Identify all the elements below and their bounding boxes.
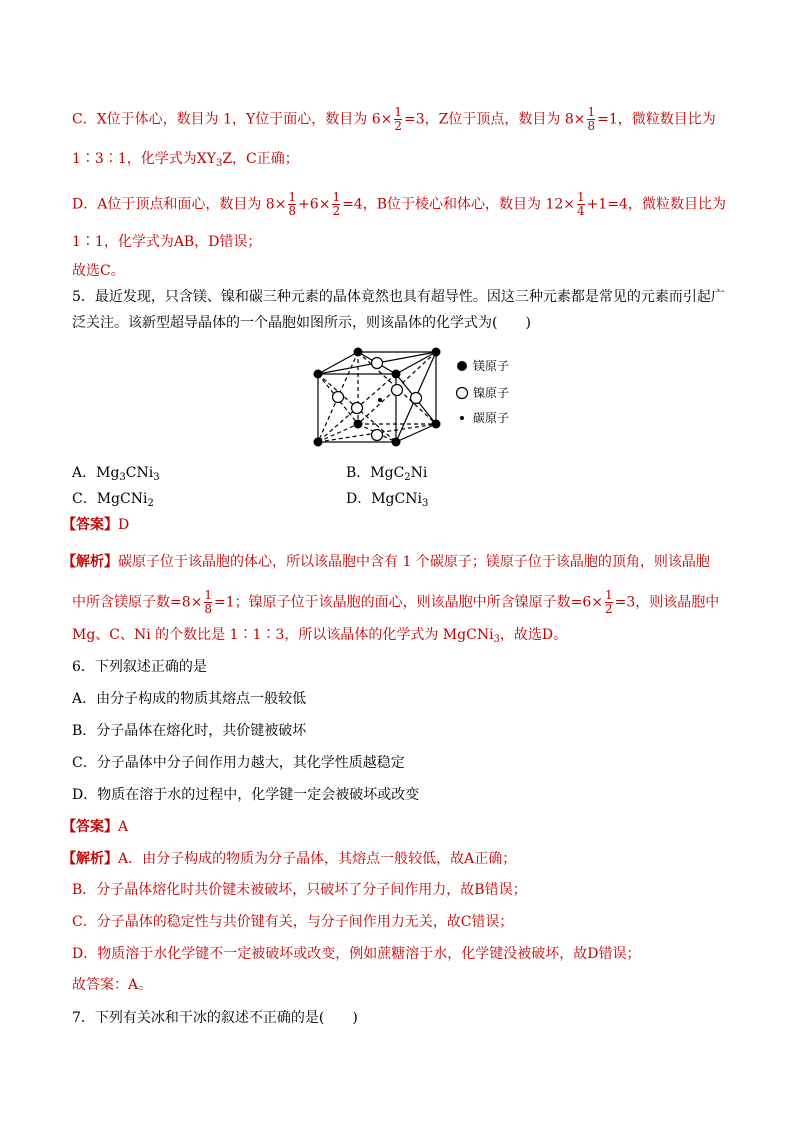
- numerator: 1: [577, 190, 585, 204]
- text: D．A位于顶点和面心，数目为: [72, 196, 262, 213]
- answer-value: D: [118, 517, 130, 533]
- q5-analysis-line3: [72, 625, 567, 650]
- ni-atom: [411, 393, 422, 404]
- mg-atom: [314, 438, 323, 447]
- q5-stem-line2: 泛关注。该新型超导晶体的一个晶胞如图所示，则该晶体的化学式为( ): [72, 315, 531, 331]
- text: =1；镍原子位于该晶胞的面心，则该晶胞中所含镍原子数=6×: [214, 594, 604, 611]
- text: 1∶3∶1，化学式为XY: [72, 151, 216, 167]
- text: B．MgC: [346, 465, 405, 481]
- numerator: 1: [394, 105, 403, 119]
- math: =3，Z位于顶点，数目为: [404, 111, 561, 128]
- text: D．MgCNi: [346, 491, 422, 507]
- text: C．MgCNi: [72, 491, 148, 507]
- ni-atom: [392, 385, 403, 396]
- q6-analysis-line2: B．分子晶体熔化时共价键未被破坏，只破坏了分子间作用力，故B错误；: [72, 882, 527, 898]
- ni-atom: [352, 403, 363, 414]
- legend-mg-icon: [457, 361, 467, 371]
- denominator: 2: [605, 602, 613, 616]
- q6-answer: [62, 817, 128, 837]
- math: 6×: [371, 111, 393, 128]
- q5-option-d: [346, 489, 428, 514]
- q6-option-c: C．分子晶体中分子间作用力越大，其化学性质越稳定: [72, 755, 405, 771]
- text: =3，则该晶胞中: [614, 594, 720, 611]
- q6-stem: 6．下列叙述正确的是: [72, 659, 207, 675]
- q6-option-a: A．由分子构成的物质其熔点一般较低: [72, 691, 307, 707]
- mg-atom: [354, 420, 363, 429]
- legend-c-label: 碳原子: [473, 411, 510, 425]
- denominator: 4: [577, 204, 585, 218]
- text: Ni: [410, 465, 428, 481]
- denominator: 8: [587, 119, 596, 133]
- q5-stem-line1: 5．最近发现，只含镁、镍和碳三种元素的晶体竟然也具有超导性。因这三种元素都是常见的元素而引起广: [72, 289, 725, 305]
- text: 个碳原子；镁原子位于该晶胞的顶角，则该晶胞: [415, 554, 710, 570]
- fraction-one-eighth: [204, 589, 212, 616]
- text: 中所含镁原子数=8×: [72, 594, 203, 611]
- mg-atom: [392, 438, 401, 447]
- numerator: 1: [587, 105, 596, 119]
- legend-ni-icon: [457, 388, 468, 399]
- text: A．由分子构成的物质为分子晶体，其熔点一般较低，故A正确；: [118, 851, 517, 867]
- solution-line-d1: [72, 191, 726, 218]
- solution-conclusion: 故选C。: [72, 263, 125, 279]
- subscript: 2: [404, 472, 411, 483]
- denominator: 8: [288, 204, 297, 218]
- q5-option-b: [346, 463, 427, 488]
- subscript: 3: [215, 158, 223, 169]
- numerator: 1: [605, 588, 613, 602]
- text: C．X位于体心，数目为 1，Y位于面心，数目为: [72, 111, 368, 128]
- fraction-one-eighth: [587, 106, 595, 133]
- math: +1=4，微粒数目比为: [586, 196, 726, 213]
- q5-analysis-line2: [72, 589, 719, 616]
- math: 8×: [564, 111, 586, 128]
- analysis-tag: 【解析】: [62, 851, 118, 867]
- mg-atom: [432, 420, 441, 429]
- subscript: 3: [493, 634, 500, 645]
- denominator: 2: [394, 119, 403, 133]
- ni-atom: [372, 358, 383, 369]
- q6-option-d: D．物质在溶于水的过程中，化学键一定会被破坏或改变: [72, 787, 420, 803]
- solution-line-d2: [72, 232, 261, 252]
- fraction-one-half: [332, 191, 340, 218]
- q6-analysis-line1: [62, 849, 516, 869]
- mg-atom: [314, 370, 323, 379]
- numerator: 1: [288, 190, 297, 204]
- denominator: 8: [204, 602, 213, 616]
- text: =1，微粒数目比为: [597, 111, 716, 128]
- answer-tag: 【答案】: [62, 517, 118, 533]
- fraction-one-half: [394, 106, 402, 133]
- q6-option-b: B．分子晶体在熔化时，共价键被破坏: [72, 723, 307, 739]
- text: ，故选D。: [499, 627, 568, 643]
- ni-atom: [372, 430, 383, 441]
- fraction-one-quarter: [577, 191, 585, 218]
- q5-option-a: [72, 463, 160, 488]
- solution-line-c1: [72, 106, 716, 133]
- legend-mg-label: 镁原子: [473, 359, 510, 373]
- q5-option-c: [72, 489, 154, 514]
- legend-ni-label: 镍原子: [473, 386, 510, 400]
- crystal-cell-diagram: [300, 340, 540, 460]
- math: 12×: [545, 196, 576, 213]
- math: +6×: [298, 196, 331, 213]
- q5-analysis-line1: [62, 552, 710, 572]
- text: 碳原子位于该晶胞的体心，所以该晶胞中含有: [118, 554, 398, 570]
- mg-atom: [432, 348, 441, 357]
- text: 1: [402, 554, 412, 570]
- legend-c-icon: [460, 416, 464, 420]
- text: A．Mg: [72, 465, 120, 481]
- c-atom: [378, 398, 382, 402]
- analysis-tag: 【解析】: [62, 554, 118, 570]
- numerator: 1: [204, 588, 213, 602]
- subscript: 3: [421, 498, 429, 509]
- text: Mg、C、Ni 的个数比是 1∶1∶3，所以该晶体的化学式为 MgCNi: [72, 627, 494, 643]
- subscript: 3: [119, 472, 126, 483]
- denominator: 2: [332, 204, 341, 218]
- mg-atom: [392, 370, 401, 379]
- fraction-one-half: [605, 589, 613, 616]
- solution-line-c2: [72, 149, 299, 174]
- subscript: 3: [153, 472, 160, 483]
- answer-value: A: [118, 819, 129, 835]
- q6-conclusion: 故答案：A。: [72, 977, 153, 993]
- math: =4，B位于棱心和体心，数目为: [342, 196, 542, 213]
- q7-stem: 7．下列有关冰和干冰的叙述不正确的是( ): [72, 1010, 358, 1026]
- mg-atom: [354, 348, 363, 357]
- q5-answer: [62, 515, 129, 535]
- ni-atom: [333, 392, 344, 403]
- subscript: 2: [147, 498, 154, 509]
- math: 8×: [265, 196, 287, 213]
- numerator: 1: [332, 190, 341, 204]
- fraction-one-eighth: [288, 191, 296, 218]
- text: Z，C正确；: [222, 151, 299, 167]
- q6-analysis-line4: D．物质溶于水化学键不一定被破坏或改变，例如蔗糖溶于水，化学键没被破坏，故D错误；: [72, 946, 641, 962]
- text: CNi: [125, 465, 154, 481]
- answer-tag: 【答案】: [62, 819, 118, 835]
- q6-analysis-line3: C．分子晶体的稳定性与共价键有关，与分子间作用力无关，故C错误；: [72, 914, 514, 930]
- text: 1∶1，化学式为AB，D错误；: [72, 234, 262, 250]
